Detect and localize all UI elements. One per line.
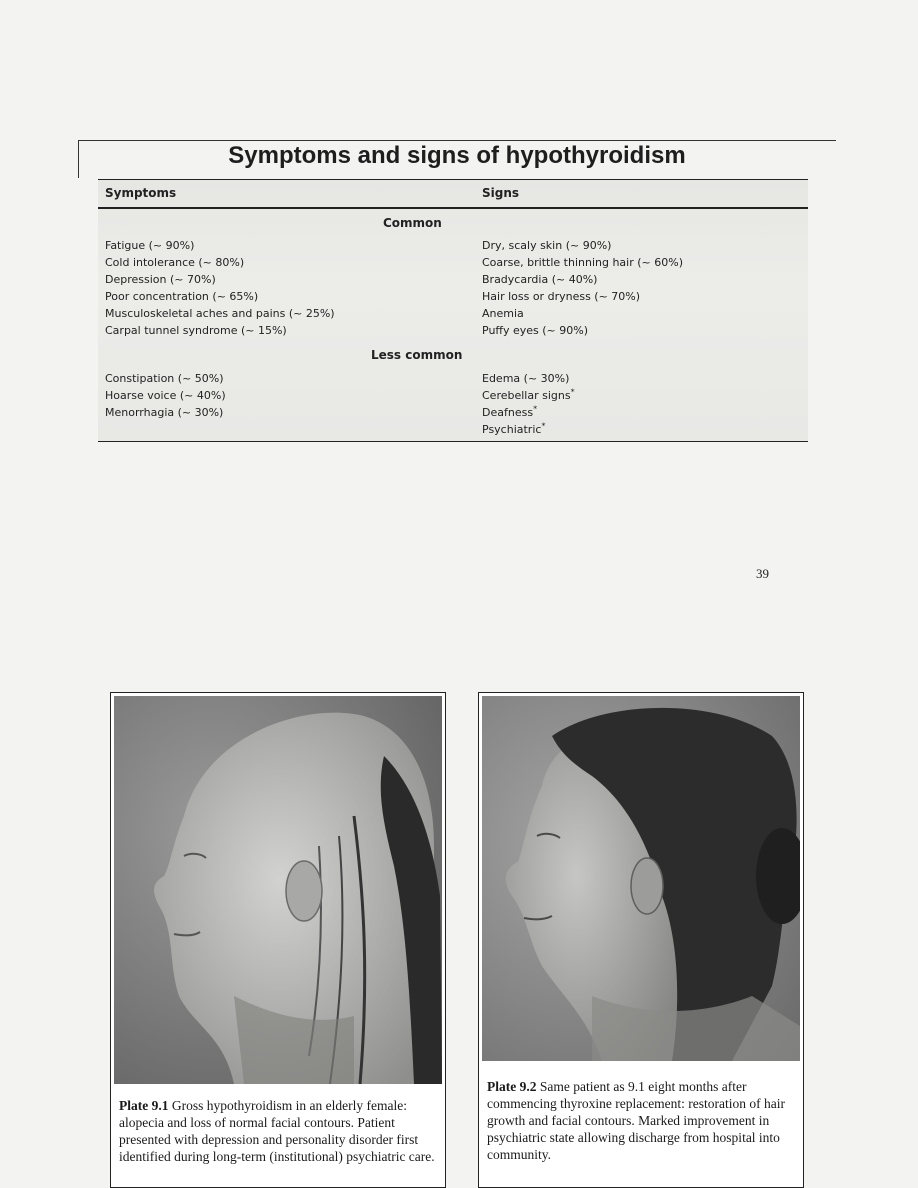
- less-common-symptoms-list: [105, 370, 226, 421]
- plate-9-2-caption: [487, 1078, 793, 1163]
- title-top-rule: [78, 140, 836, 141]
- title-bottom-rule: [98, 179, 808, 180]
- list-item: Depression (~ 70%): [105, 273, 216, 286]
- list-item: Deafness*: [482, 404, 538, 419]
- list-item: Carpal tunnel syndrome (~ 15%): [105, 324, 287, 337]
- footnote-marker: *: [533, 404, 538, 414]
- list-item: Menorrhagia (~ 30%): [105, 406, 224, 419]
- group-label-less-common: Less common: [371, 348, 463, 362]
- plate-9-1-caption: [119, 1097, 437, 1165]
- list-item: Cold intolerance (~ 80%): [105, 256, 245, 269]
- plate-label: Plate 9.2: [487, 1079, 537, 1094]
- signs-header: Signs: [482, 186, 520, 200]
- list-item: Fatigue (~ 90%): [105, 239, 195, 252]
- list-item: Musculoskeletal aches and pains (~ 25%): [105, 307, 335, 320]
- common-signs-list: [482, 237, 683, 339]
- list-item: Hair loss or dryness (~ 70%): [482, 290, 641, 303]
- list-item: Constipation (~ 50%): [105, 372, 224, 385]
- list-item: Coarse, brittle thinning hair (~ 60%): [482, 256, 683, 269]
- caption-text: Same patient as 9.1 eight months after commencing thyroxine replacement: restoration of hair growth and facial contours. Marked improvement in psychiatric state allowing discharge from hospital into community.: [487, 1079, 786, 1162]
- list-item: Edema (~ 30%): [482, 372, 570, 385]
- table-title: Symptoms and signs of hypothyroidism: [228, 142, 686, 169]
- plate-label: Plate 9.1: [119, 1098, 169, 1113]
- plate-9-2-photo: [482, 696, 800, 1061]
- footnote-marker: *: [541, 421, 546, 431]
- plate-9-2: [478, 692, 804, 1188]
- bald-profile-photo-icon: [114, 696, 442, 1084]
- table-bottom-rule: [98, 441, 808, 442]
- symptoms-header: Symptoms: [105, 186, 177, 200]
- common-symptoms-list: [105, 237, 335, 339]
- list-item: Psychiatric*: [482, 421, 546, 436]
- header-rule: [98, 207, 808, 209]
- group-label-common: Common: [383, 216, 442, 230]
- restored-hair-profile-photo-icon: [482, 696, 800, 1061]
- plate-9-1: [110, 692, 446, 1188]
- list-item: Puffy eyes (~ 90%): [482, 324, 589, 337]
- list-item: Dry, scaly skin (~ 90%): [482, 239, 612, 252]
- less-common-signs-list: [482, 370, 575, 438]
- plate-9-1-photo: [114, 696, 442, 1084]
- footnote-marker: *: [570, 387, 575, 397]
- list-item: Poor concentration (~ 65%): [105, 290, 259, 303]
- page-number: 39: [756, 566, 769, 581]
- list-item: Cerebellar signs*: [482, 387, 575, 402]
- list-item: Bradycardia (~ 40%): [482, 273, 598, 286]
- list-item: Anemia: [482, 307, 524, 320]
- caption-text: Gross hypothyroidism in an elderly female: alopecia and loss of normal facial contours. Patient presented with depression and personality disorder first identified during long-term (institutional) psychiatric care.: [119, 1098, 435, 1164]
- list-item: Hoarse voice (~ 40%): [105, 389, 226, 402]
